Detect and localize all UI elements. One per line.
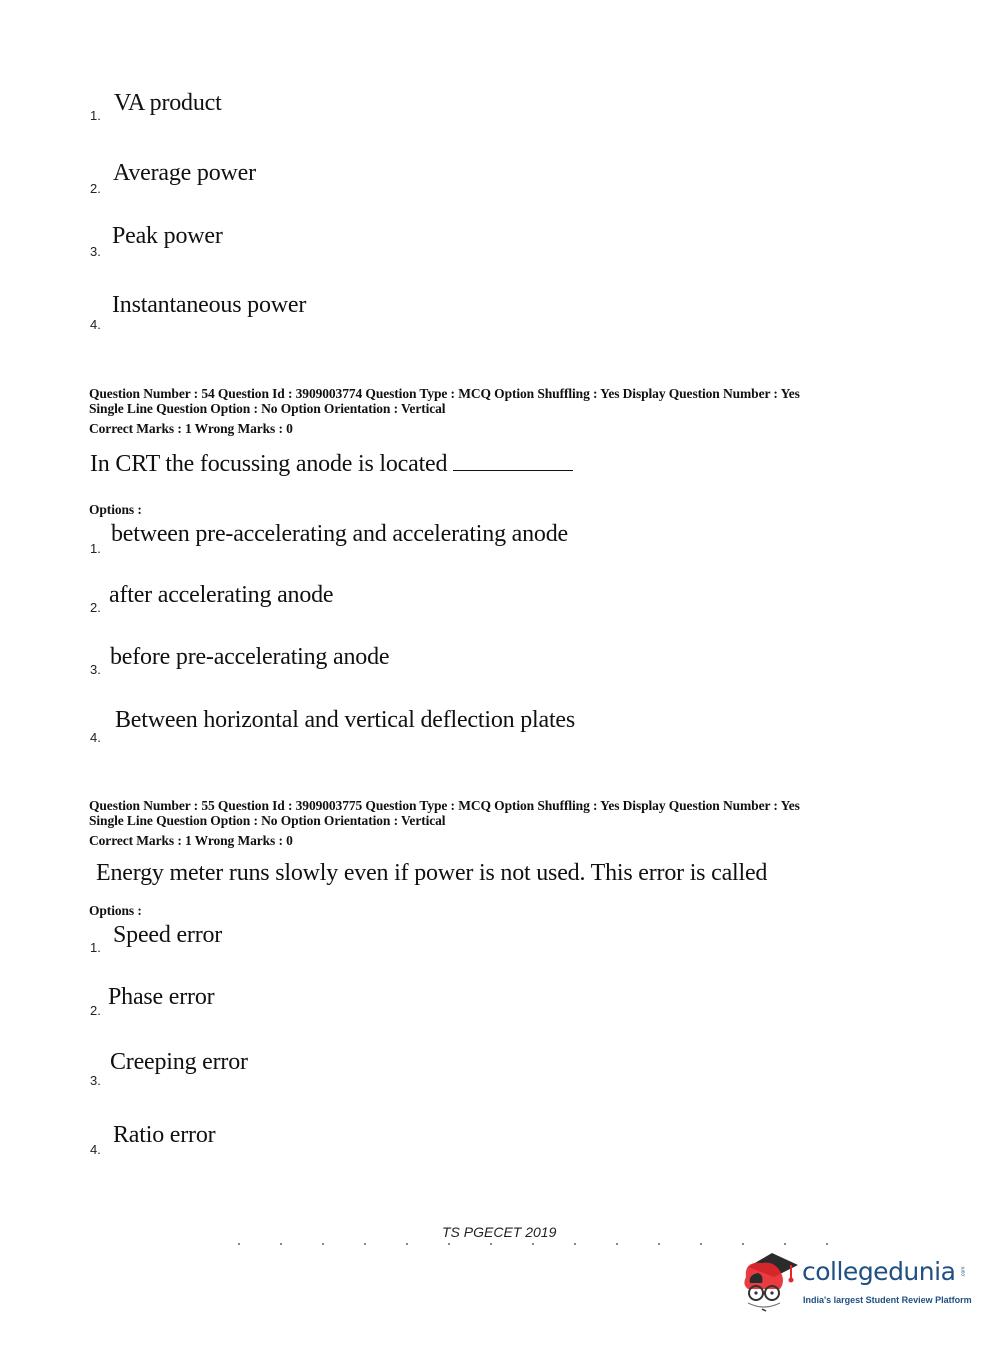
option-number: 3.	[90, 244, 101, 259]
option-text: Between horizontal and vertical deflection plates	[115, 707, 576, 733]
logo-wordmark: collegedunia	[802, 1257, 956, 1286]
question-marks: Correct Marks : 1 Wrong Marks : 0	[89, 833, 293, 848]
question-text	[90, 450, 573, 478]
logo-tagline: India's largest Student Review Platform	[803, 1295, 972, 1305]
option-text: after accelerating anode	[109, 582, 334, 608]
option-text: before pre-accelerating anode	[110, 644, 390, 670]
option-number: 3.	[90, 1073, 101, 1088]
option-text: VA product	[114, 90, 222, 116]
question-meta: Question Number : 54 Question Id : 3909003774 Question Type : MCQ Option Shuffling : Yes Display Question Number : Yes	[89, 386, 800, 401]
option-text: Peak power	[112, 223, 223, 249]
option-number: 2.	[90, 181, 101, 196]
answer-blank	[453, 450, 573, 471]
question-marks: Correct Marks : 1 Wrong Marks : 0	[89, 421, 293, 436]
option-number: 2.	[90, 600, 101, 615]
option-number: 2.	[90, 1003, 101, 1018]
option-number: 4.	[90, 1142, 101, 1157]
option-text: Average power	[113, 160, 256, 186]
options-label: Options :	[89, 903, 142, 918]
option-text: Creeping error	[110, 1049, 248, 1075]
logo-com: .com	[960, 1266, 967, 1278]
option-number: 3.	[90, 662, 101, 677]
question-meta: Question Number : 55 Question Id : 3909003775 Question Type : MCQ Option Shuffling : Yes Display Question Number : Yes	[89, 798, 800, 813]
option-number: 4.	[90, 317, 101, 332]
question-meta: Single Line Question Option : No Option Orientation : Vertical	[89, 401, 446, 416]
option-text: Instantaneous power	[112, 292, 307, 318]
collegedunia-logo	[740, 1247, 970, 1311]
option-number: 1.	[90, 940, 101, 955]
options-label: Options :	[89, 502, 142, 517]
question-text: Energy meter runs slowly even if power is not used. This error is called	[96, 860, 768, 886]
option-text: Ratio error	[113, 1122, 216, 1148]
footer-dotted-line	[238, 1243, 838, 1245]
footer-title: TS PGECET 2019	[442, 1224, 557, 1240]
option-number: 1.	[90, 108, 101, 123]
mascot-icon	[740, 1247, 804, 1315]
option-number: 1.	[90, 541, 101, 556]
option-number: 4.	[90, 730, 101, 745]
option-text: Phase error	[108, 984, 215, 1010]
option-text: between pre-accelerating and accelerating anode	[111, 521, 568, 547]
question-meta: Single Line Question Option : No Option Orientation : Vertical	[89, 813, 446, 828]
question-text-content: In CRT the focussing anode is located	[90, 451, 448, 477]
option-text: Speed error	[113, 922, 223, 948]
